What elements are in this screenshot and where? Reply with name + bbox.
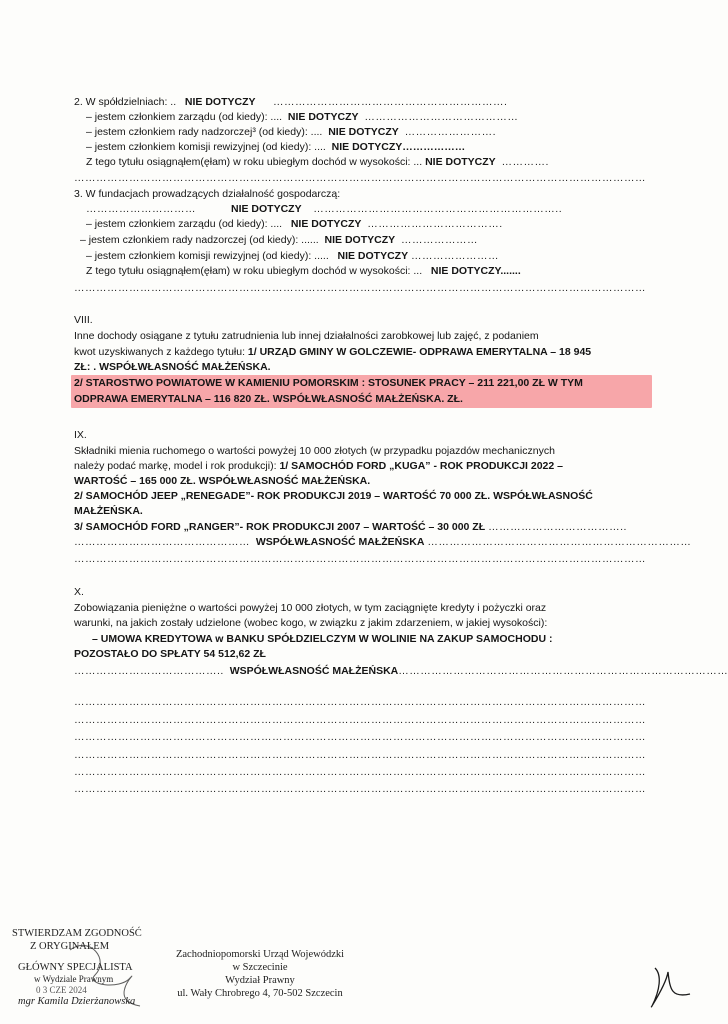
vehicle-2-cont: MAŁŻEŃSKA. — [74, 505, 143, 517]
foundations-label: 3. W fundacjach prowadzących działalność gospodarczą: — [74, 188, 341, 200]
coop-audit-label: – jestem członkiem komisji rewizyjnej (od kiedy): .... — [86, 141, 326, 153]
vehicle-1-value: WARTOŚĆ – 165 000 ZŁ. WSPÓŁWŁASNOŚĆ MAŁŻEŃSKA. — [74, 475, 371, 487]
office-line-4: ul. Wały Chrobrego 4, 70-502 Szczecin — [177, 988, 343, 999]
found-board-value: NIE DOTYCZY — [290, 218, 362, 230]
office-line-2: w Szczecinie — [232, 962, 288, 973]
section-8-description: Inne dochody osiągane z tytułu zatrudnienia lub innej działalności zarobkowej lub zajęć, z podaniem — [74, 330, 539, 342]
stamp-line-1: STWIERDZAM ZGODNOŚĆ — [12, 928, 142, 939]
loan-ownership: WSPÓŁWŁASNOŚĆ MAŁŻEŃSKA — [229, 665, 399, 677]
dots: ………………… — [400, 234, 478, 246]
section-9-prefix: należy podać markę, model i rok produkcji): — [74, 460, 277, 472]
vehicle-3: 3/ SAMOCHÓD FORD „RANGER”- ROK PRODUKCJI 2007 – WARTOŚĆ – 30 000 ZŁ — [74, 521, 486, 533]
dots: ………………………………………………………………………………………………………………………………………… — [74, 749, 646, 761]
vehicle-3-ownership: WSPÓŁWŁASNOŚĆ MAŁŻEŃSKA — [255, 536, 425, 548]
dots: …………………… — [411, 250, 500, 262]
office-line-3: Wydział Prawny — [225, 975, 295, 986]
dots: ………………………………. — [367, 218, 503, 230]
cooperatives-value: NIE DOTYCZY — [184, 96, 256, 108]
dots: …………………………………… — [364, 111, 519, 123]
section-9-heading-text: IX. — [74, 429, 87, 441]
loan-agreement: – UMOWA KREDYTOWA w BANKU SPÓŁDZIELCZYM W WOLINIE NA ZAKUP SAMOCHODU : — [92, 633, 553, 645]
stamp-signature — [70, 945, 140, 1006]
dots: ………………………………………………………………………………………………………………………………………… — [74, 553, 646, 565]
found-audit-value: NIE DOTYCZY — [337, 250, 409, 262]
stamp-line-3: GŁÓWNY SPECJALISTA — [18, 962, 133, 973]
dots: ………………………………………………………….. — [313, 203, 563, 215]
found-income-value: NIE DOTYCZY....... — [430, 265, 521, 277]
dots: …………. — [501, 156, 549, 168]
section-8-heading-text: VIII. — [74, 314, 93, 326]
income-item-1-cont: ZŁ: . WSPÓŁWŁASNOŚĆ MAŁŻEŃSKA. — [74, 361, 271, 373]
section-10-description: Zobowiązania pieniężne o wartości powyżej 10 000 złotych, w tym zaciągnięte kredyty i pożyczki oraz — [74, 602, 547, 614]
stamp-line-2: Z ORYGINAŁEM — [30, 941, 110, 952]
found-board-label: – jestem członkiem zarządu (od kiedy): .... — [86, 218, 283, 230]
section-9-description: Składniki mienia ruchomego o wartości powyżej 10 000 złotych (w przypadku pojazdów mechanicznych — [74, 445, 555, 457]
stamp-date: 0 3 CZE 2024 — [36, 985, 87, 995]
coop-board-label: – jestem członkiem zarządu (od kiedy): .... — [86, 111, 283, 123]
cooperatives-label: 2. W spółdzielniach: .. — [74, 96, 177, 108]
coop-supervisory-value: NIE DOTYCZY — [328, 126, 399, 138]
dots: ……………………………….. — [488, 521, 627, 533]
section-8-prefix: kwot uzyskiwanych z każdego tytułu: — [74, 346, 245, 358]
coop-board-value: NIE DOTYCZY — [287, 111, 359, 123]
section-10-description-cont: warunki, na jakich zostały udzielone (wobec kogo, w związku z jakim zdarzeniem, w jakiej wysokości): — [74, 617, 548, 629]
dots: ………………………………………… — [74, 536, 250, 548]
right-signature — [651, 968, 690, 1007]
stamp-line-4: w Wydziale Prawnym — [34, 974, 114, 984]
found-supervisory-label: – jestem członkiem rady nadzorczej (od kiedy): ...... — [80, 234, 319, 246]
found-supervisory-value: NIE DOTYCZY — [324, 234, 396, 246]
dots: ………………………………………………………………………………………………………………………………………… — [74, 783, 646, 795]
dots: ………………………………………………………………………………………………………………………………………… — [74, 282, 646, 294]
coop-income-label: Z tego tytułu osiągnąłem(ęłam) w roku ubiegłym dochód w wysokości: ... — [86, 156, 423, 168]
dots: ………………………… — [86, 203, 196, 215]
dots: ……………………………………………………………… — [427, 536, 692, 548]
stamp-name: mgr Kamila Dzierżanowska — [18, 996, 136, 1007]
dots: ………………………………………………………………………………………………………………………………………… — [74, 766, 646, 778]
vehicle-2: 2/ SAMOCHÓD JEEP „RENEGADE”- ROK PRODUKCJI 2019 – WARTOŚĆ 70 000 ZŁ. WSPÓŁWŁASNOŚĆ — [74, 490, 593, 502]
dots: ………………………………………………………………………………………………………………………………………… — [74, 731, 646, 743]
dots: ………………………………………………………………………………………………………………………………………… — [74, 172, 646, 184]
dots: ……………………………………………………………………………… — [398, 665, 728, 677]
found-income-label: Z tego tytułu osiągnąłem(ęłam) w roku ubiegłym dochód w wysokości: ... — [86, 265, 423, 277]
dots: ………………………………….. — [74, 665, 224, 677]
coop-audit-value: NIE DOTYCZY……………… — [331, 141, 466, 153]
dots: ………………………………………………………………………………………………………………………………………… — [74, 696, 646, 708]
income-item-2-cont: ODPRAWA EMERYTALNA – 116 820 ZŁ. WSPÓŁWŁASNOŚĆ MAŁŻEŃSKA. ZŁ. — [74, 393, 463, 405]
foundations-value: NIE DOTYCZY — [231, 203, 302, 215]
section-10-heading-text: X. — [74, 586, 84, 598]
vehicle-1: 1/ SAMOCHÓD FORD „KUGA” - ROK PRODUKCJI 2022 – — [279, 460, 563, 472]
coop-income-value: NIE DOTYCZY — [425, 156, 496, 168]
coop-supervisory-label: – jestem członkiem rady nadzorczej³ (od kiedy): .... — [86, 126, 323, 138]
found-audit-label: – jestem członkiem komisji rewizyjnej (od kiedy): ..... — [86, 250, 329, 262]
loan-remaining: POZOSTAŁO DO SPŁATY 54 512,62 ZŁ — [74, 648, 266, 660]
dots: ………………………………………………………. — [273, 96, 508, 108]
dots: ……………………. — [404, 126, 497, 138]
income-item-2: 2/ STAROSTWO POWIATOWE W KAMIENIU POMORSKIM : STOSUNEK PRACY – 211 221,00 ZŁ W TYM — [74, 377, 583, 389]
income-item-1: 1/ URZĄD GMINY W GOLCZEWIE- ODPRAWA EMERYTALNA – 18 945 — [247, 346, 592, 358]
office-line-1: Zachodniopomorski Urząd Wojewódzki — [175, 949, 345, 960]
dots: ………………………………………………………………………………………………………………………………………… — [74, 714, 646, 726]
